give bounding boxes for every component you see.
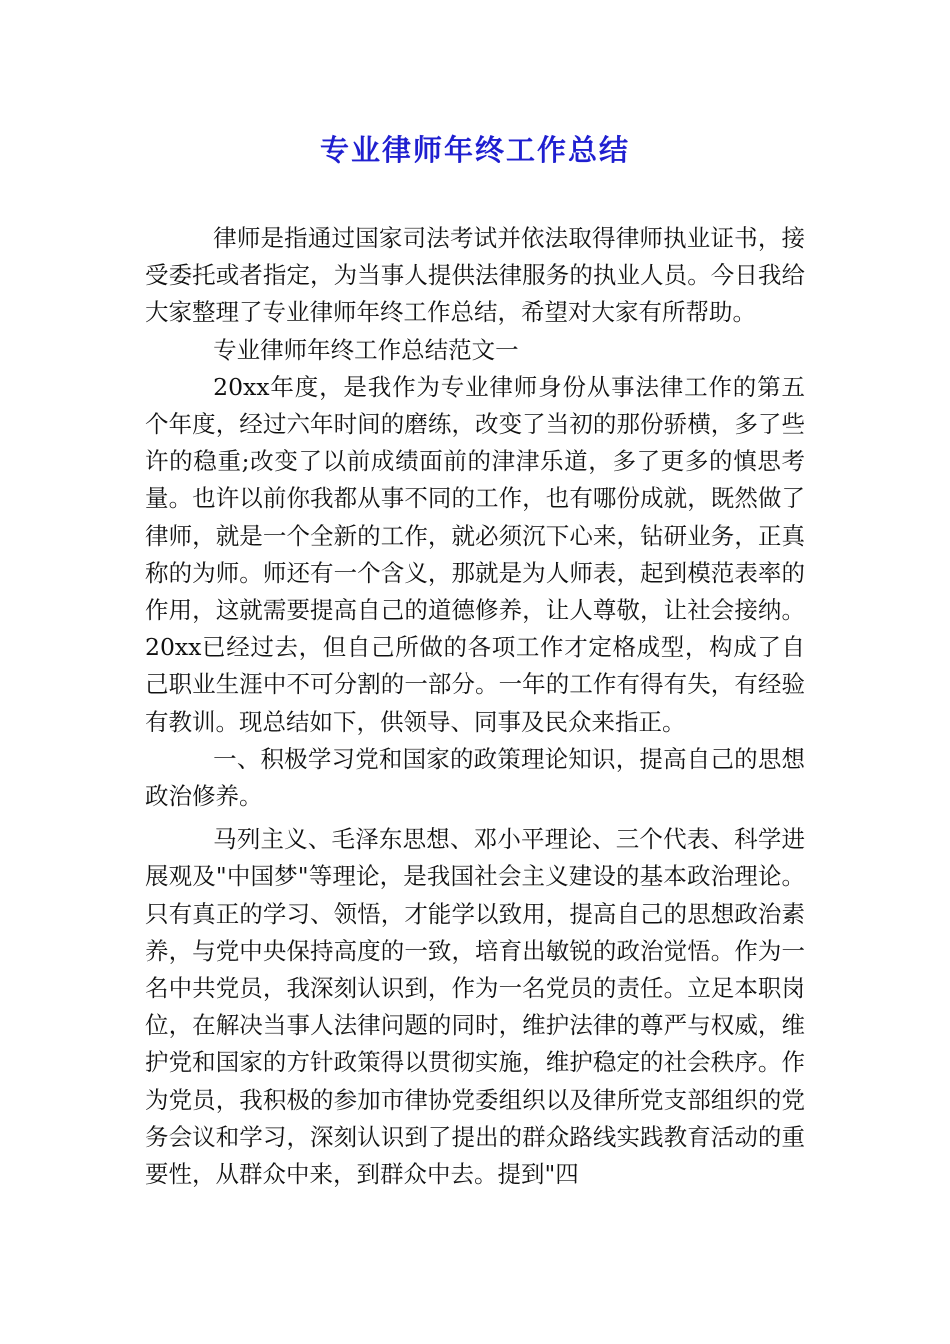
paragraph-section-heading: 专业律师年终工作总结范文一	[213, 335, 519, 364]
paragraph-political-theory: 马列主义、毛泽东思想、邓小平理论、三个代表、科学进展观及"中国梦"等理论，是我国社会主义建设的基本政治理论。只有真正的学习、领悟，才能学以致用，提高自己的思想政治素养，与党中央保持高度的一致，培育出敏锐的政治觉悟。作为一名中共党员，我深刻认识到，作为一名党员的责任。立足本职岗位，在解决当事人法律问题的同时，维护法律的尊严与权威，维护党和国家的方针政策得以贯彻实施，维护稳定的社会秩序。作为党员，我积极的参加市律协党委组织以及律所党支部组织的党务会议和学习，深刻认识到了提出的群众路线实践教育活动的重要性，从群众中来，到群众中去。提到"四	[145, 825, 805, 1189]
document-body	[145, 220, 805, 1193]
paragraph-intro: 律师是指通过国家司法考试并依法取得律师执业证书，接受委托或者指定，为当事人提供法律服务的执业人员。今日我给大家整理了专业律师年终工作总结，希望对大家有所帮助。	[145, 224, 805, 327]
paragraph-point-one-heading: 一、积极学习党和国家的政策理论知识，提高自己的思想政治修养。	[145, 744, 805, 811]
document-title: 专业律师年终工作总结	[319, 133, 630, 167]
paragraph-year-summary: 20xx年度，是我作为专业律师身份从事法律工作的第五个年度，经过六年时间的磨练，改变了当初的那份骄横，多了些许的稳重;改变了以前成绩面前的津津乐道，多了更多的慎思考量。也许以前你我都从事不同的工作，也有哪份成就，既然做了律师，就是一个全新的工作，就必须沉下心来，钻研业务，正真称的为师。师还有一个含义，那就是为人师表，起到模范表率的作用，这就需要提高自己的道德修养，让人尊敬，让社会接纳。20xx已经过去，但自己所做的各项工作才定格成型，构成了自己职业生涯中不可分割的一部分。一年的工作有得有失，有经验有教训。现总结如下，供领导、同事及民众来指正。	[145, 372, 805, 736]
